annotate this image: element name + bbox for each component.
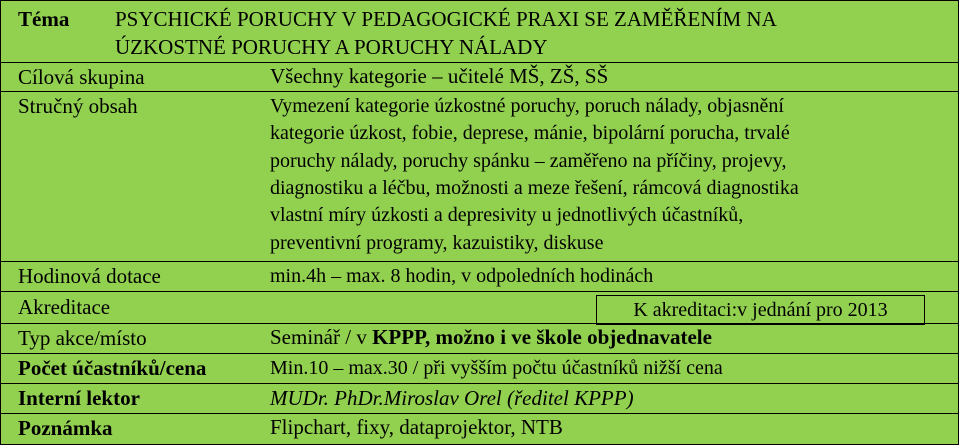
divider <box>1 291 958 292</box>
note-label: Poznámka <box>18 416 113 440</box>
topic-label: Téma <box>18 7 70 31</box>
lecturer-value: MUDr. PhDr.Miroslav Orel (ředitel KPPP) <box>270 386 634 410</box>
event-type-prefix: Seminář / v <box>270 325 373 349</box>
note-value: Flipchart, fixy, dataprojektor, NTB <box>270 415 563 439</box>
event-type-label: Typ akce/místo <box>18 326 147 350</box>
target-group-label: Cílová skupina <box>18 65 145 89</box>
summary-line: kategorie úzkost, fobie, deprese, mánie, bipolární porucha, trvalé <box>270 122 790 144</box>
event-type-location: KPPP, možno i ve škole objednavatele <box>372 325 712 349</box>
event-type-value <box>270 324 712 351</box>
divider <box>1 91 958 92</box>
accreditation-label: Akreditace <box>18 295 111 319</box>
divider <box>1 383 958 384</box>
participants-label: Počet účastníků/cena <box>18 356 207 380</box>
participants-value: Min.10 – max.30 / při vyšším počtu účastníků nižší cena <box>270 357 723 379</box>
summary-line: diagnostiku a léčbu, možnosti a meze řešení, rámcová diagnostika <box>270 177 799 199</box>
summary-line: vlastní míry úzkosti a depresivity u jednotlivých účastníků, <box>270 204 744 226</box>
topic-title-line1: PSYCHICKÉ PORUCHY V PEDAGOGICKÉ PRAXI SE ZAMĚŘENÍM NA <box>115 7 777 31</box>
lecturer-label: Interní lektor <box>18 386 140 410</box>
target-group-value: Všechny kategorie – učitelé MŠ, ZŠ, SŠ <box>270 64 609 88</box>
accreditation-status-box: K akreditaci:v jednání pro 2013 <box>596 295 925 325</box>
hours-value: min.4h – max. 8 hodin, v odpoledních hodinách <box>270 265 654 287</box>
topic-title-line2: ÚZKOSTNÉ PORUCHY A PORUCHY NÁLADY <box>115 35 548 59</box>
summary-line: Vymezení kategorie úzkostné poruchy, poruch nálady, objasnění <box>270 95 784 117</box>
summary-line: preventivní programy, kazuistiky, diskuse <box>270 232 604 254</box>
summary-label: Stručný obsah <box>18 94 138 118</box>
hours-label: Hodinová dotace <box>18 264 161 288</box>
summary-line: poruchy nálady, poruchy spánku – zaměřeno na příčiny, projevy, <box>270 150 787 172</box>
